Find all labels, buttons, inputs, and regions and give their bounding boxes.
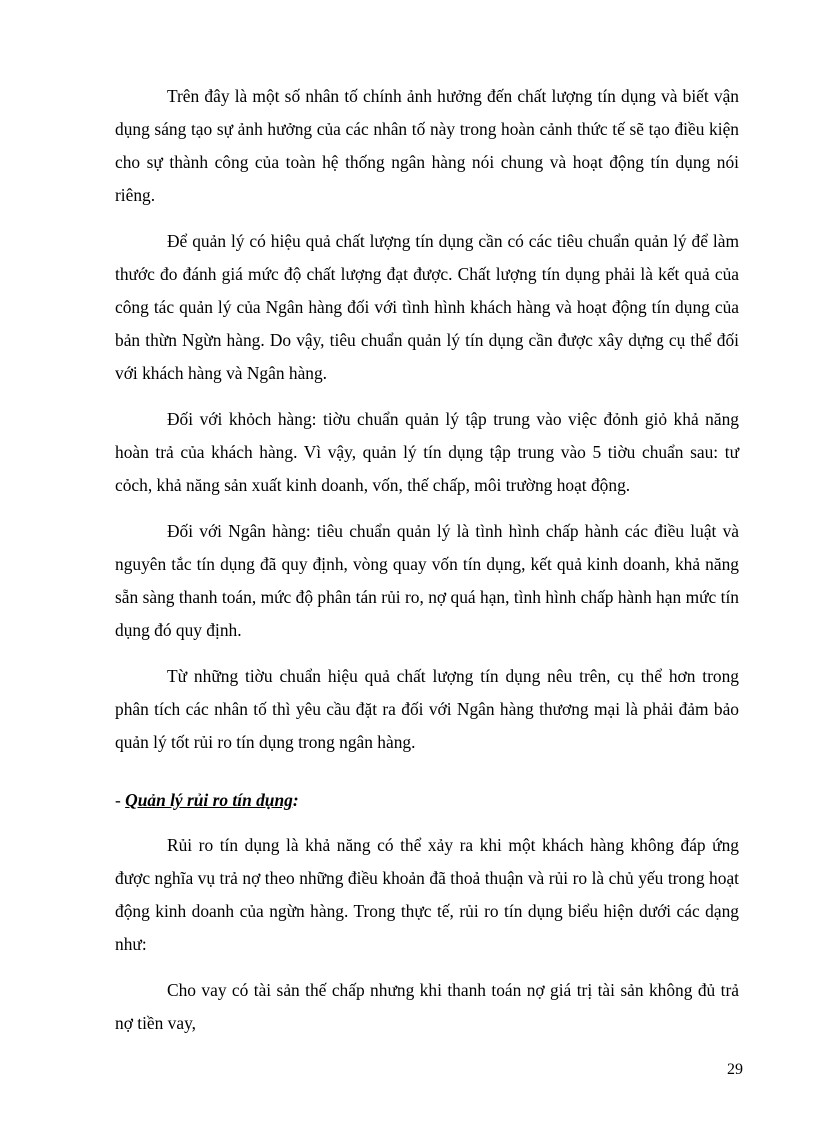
section-heading-credit-risk-management (115, 785, 739, 815)
paragraph-intro-summary: Trên đây là một số nhân tố chính ảnh hưởng đến chất lượng tín dụng và biết vận dụng sáng tạo sự ảnh hưởng của các nhân tố này trong hoàn cảnh thức tế sẽ tạo điều kiện cho sự thành công của toàn hệ thống ngân hàng nói chung và hoạt động tín dụng nói riêng. (115, 86, 739, 205)
paragraph-credit-risk-definition: Rủi ro tín dụng là khả năng có thể xảy ra khi một khách hàng không đáp ứng được nghĩa vụ trả nợ theo những điều khoản đã thoả thuận và rủi ro là chủ yếu trong hoạt động kinh doanh của ngừn hàng. Trong thực tế, rủi ro tín dụng biểu hiện dưới các dạng như: (115, 835, 739, 954)
paragraph-collateral-case: Cho vay có tài sản thế chấp nhưng khi thanh toán nợ giá trị tài sản không đủ trả nợ tiền vay, (115, 980, 739, 1033)
heading-colon: : (292, 790, 299, 810)
paragraph-requirements: Từ những tiờu chuẩn hiệu quả chất lượng tín dụng nêu trên, cụ thể hơn trong phân tích các nhân tố thì yêu cầu đặt ra đối với Ngân hàng thương mại là phải đảm bảo quản lý tốt rủi ro tín dụng trong ngân hàng. (115, 666, 739, 752)
heading-dash: - (115, 790, 126, 810)
paragraph-customer-standards: Đối với khỏch hàng: tiờu chuẩn quản lý tập trung vào việc đỏnh giỏ khả năng hoàn trả của khách hàng. Vì vậy, quản lý tín dụng tập trung vào 5 tiờu chuẩn sau: tư cỏch, khả năng sản xuất kinh doanh, vốn, thế chấp, môi trường hoạt động. (115, 409, 739, 495)
paragraph-bank-standards: Đối với Ngân hàng: tiêu chuẩn quản lý là tình hình chấp hành các điều luật và nguyên tắc tín dụng đã quy định, vòng quay vốn tín dụng, kết quả kinh doanh, khả năng sẵn sàng thanh toán, mức độ phân tán rủi ro, nợ quá hạn, tình hình chấp hành hạn mức tín dụng đó quy định. (115, 521, 739, 640)
page-number: 29 (727, 1061, 743, 1078)
paragraph-quality-standards: Để quản lý có hiệu quả chất lượng tín dụng cần có các tiêu chuẩn quản lý để làm thước đo đánh giá mức độ chất lượng đạt được. Chất lượng tín dụng phải là kết quả của công tác quản lý của Ngân hàng đối với tình hình khách hàng và hoạt động tín dụng của bản thừn Ngừn hàng. Do vậy, tiêu chuẩn quản lý tín dụng cần được xây dựng cụ thể đối với khách hàng và Ngân hàng. (115, 231, 739, 383)
page-body (115, 80, 739, 1053)
heading-text: Quản lý rủi ro tín dụng (125, 790, 293, 810)
